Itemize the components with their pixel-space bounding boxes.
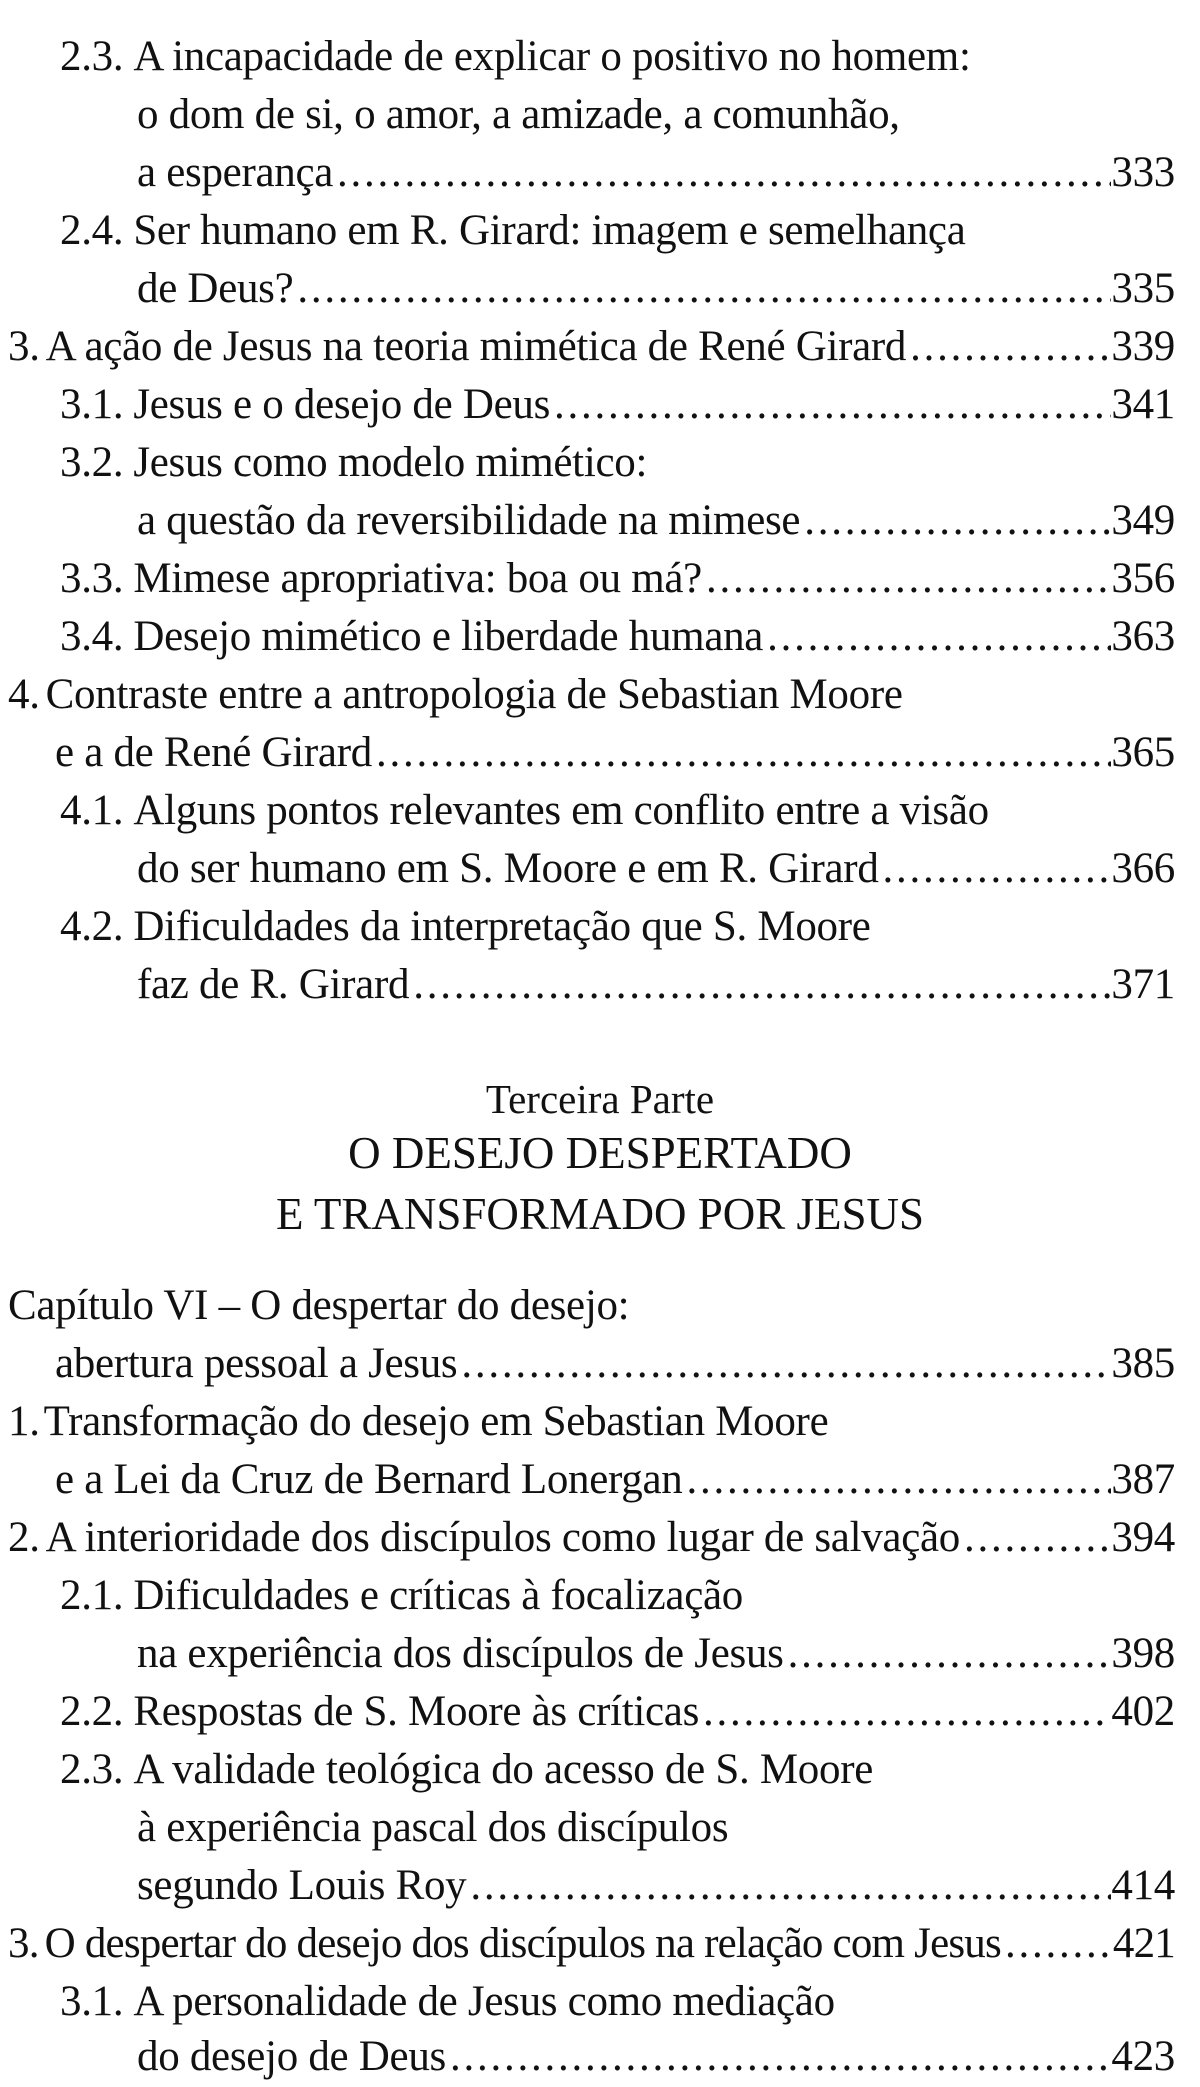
toc-entry-3-1b-line-2 [137,2028,1175,2086]
entry-title-cont: a questão da reversibilidade na mimese [137,497,801,544]
page-number: 423 [1111,2033,1175,2080]
toc-entry-2-3-line-2 [137,86,1175,144]
entry-title: Respostas de S. Moore às críticas [133,1688,700,1735]
entry-number: 2. [8,1514,40,1561]
page-number: 341 [1111,381,1175,428]
entry-title: A personalidade de Jesus como mediação [133,1978,835,2025]
page-number: 333 [1111,149,1175,196]
entry-title-cont: faz de R. Girard [137,961,410,1008]
entry-number: 3.3. [60,555,124,602]
page-number: 363 [1111,613,1175,660]
entry-title: Transformação do desejo em Sebastian Moore [43,1398,829,1445]
dot-leader [960,1509,1111,1567]
toc-entry-2-3b-line-3 [137,1857,1175,1915]
dot-leader [763,608,1111,666]
page-number: 385 [1111,1340,1175,1387]
entry-title: Contraste entre a antropologia de Sebastian Moore [45,671,903,718]
toc-entry-2-1-line-1 [60,1567,1175,1625]
dot-leader [446,2028,1111,2086]
dot-leader [1001,1915,1111,1973]
entry-title-cont: e a de René Girard [55,729,372,776]
entry-number: 2.3. [60,33,124,80]
page-number: 335 [1111,265,1175,312]
page-number: 366 [1111,845,1175,892]
entry-number: 1. [8,1398,40,1445]
toc-entry-3-1b-line-1 [60,1973,1175,2031]
entry-title: A validade teológica do acesso de S. Moore [133,1746,874,1793]
entry-number: 2.4. [60,207,124,254]
toc-entry-2-3b-line-2 [137,1799,1175,1857]
entry-title: Ser humano em R. Girard: imagem e semelhança [133,207,966,254]
toc-entry-3-2-line-2 [137,492,1175,550]
toc-entry-2-4-line-2 [137,260,1175,318]
entry-title-cont: de Deus? [137,265,294,312]
toc-entry-1-line-2 [55,1451,1175,1509]
dot-leader [333,144,1111,202]
toc-entry-2-1-line-2 [137,1625,1175,1683]
entry-title-cont: do desejo de Deus [137,2033,446,2080]
toc-chapter-vi-line-2 [55,1335,1175,1393]
entry-title: Mimese apropriativa: boa ou má? [133,555,702,602]
toc-entry-3-4 [60,608,1175,666]
page-number: 387 [1111,1456,1175,1503]
entry-title: Alguns pontos relevantes em conflito entre a visão [133,787,989,834]
page-number: 349 [1111,497,1175,544]
entry-number: 3.1. [60,381,124,428]
entry-title: Jesus como modelo mimético: [133,439,648,486]
chapter-title-cont: abertura pessoal a Jesus [55,1340,458,1387]
toc-entry-1-line-1 [8,1393,1175,1451]
page-number: 398 [1111,1630,1175,1677]
entry-title: O despertar do desejo dos discípulos na relação com Jesus [44,1920,1001,1967]
toc-entry-3 [8,318,1175,376]
toc-entry-2-2 [60,1683,1175,1741]
toc-entry-3-1 [60,376,1175,434]
entry-title: Desejo mimético e liberdade humana [133,613,764,660]
chapter-title: Capítulo VI – O despertar do desejo: [8,1282,630,1329]
entry-number: 3. [8,1920,39,1967]
toc-entry-3-2-line-1 [60,434,1175,492]
dot-leader [550,376,1111,434]
dot-leader [906,318,1111,376]
dot-leader [702,550,1111,608]
entry-title: A ação de Jesus na teoria mimética de René Girard [45,323,907,370]
toc-entry-4-line-1 [8,666,1175,724]
entry-number: 4. [8,671,40,718]
dot-leader [409,956,1111,1014]
entry-number: 4.2. [60,903,124,950]
entry-title-cont: o dom de si, o amor, a amizade, a comunhão, [137,91,900,138]
dot-leader [457,1335,1111,1393]
dot-leader [682,1451,1111,1509]
toc-entry-2-4-line-1 [60,202,1175,260]
entry-number: 2.1. [60,1572,124,1619]
entry-title: Dificuldades da interpretação que S. Moore [133,903,871,950]
page-number: 394 [1111,1514,1175,1561]
toc-entry-2-3b-line-1 [60,1741,1175,1799]
page-number: 414 [1111,1862,1175,1909]
toc-entry-4-2-line-1 [60,898,1175,956]
entry-title-cont: a esperança [137,149,334,196]
entry-title: A interioridade dos discípulos como lugar de salvação [45,1514,960,1561]
entry-title-cont: à experiência pascal dos discípulos [137,1804,729,1851]
entry-title-cont: e a Lei da Cruz de Bernard Lonergan [55,1456,683,1503]
entry-number: 2.3. [60,1746,124,1793]
entry-title: Dificuldades e críticas à focalização [133,1572,743,1619]
dot-leader [466,1857,1111,1915]
entry-title: A incapacidade de explicar o positivo no homem: [133,33,971,80]
dot-leader [293,260,1111,318]
toc-entry-4-1-line-1 [60,782,1175,840]
part-title-line-1: O DESEJO DESPERTADO [348,1128,852,1178]
toc-entry-2 [8,1509,1175,1567]
entry-number: 3. [8,323,40,370]
toc-entry-3b [8,1915,1175,1973]
dot-leader [699,1683,1111,1741]
part-label: Terceira Parte [485,1076,715,1122]
page-number: 421 [1112,1920,1175,1967]
entry-number: 2.2. [60,1688,124,1735]
toc-entry-4-line-2 [55,724,1175,782]
dot-leader [879,840,1111,898]
dot-leader [372,724,1111,782]
entry-number: 3.4. [60,613,124,660]
dot-leader [800,492,1111,550]
entry-number: 3.2. [60,439,124,486]
page-number: 371 [1111,961,1175,1008]
entry-title-cont: segundo Louis Roy [137,1862,467,1909]
entry-number: 4.1. [60,787,124,834]
toc-chapter-vi-line-1 [8,1277,1175,1335]
toc-entry-4-2-line-2 [137,956,1175,1014]
part-title-line-2: E TRANSFORMADO POR JESUS [275,1189,925,1239]
toc-entry-3-3 [60,550,1175,608]
entry-number: 3.1. [60,1978,124,2025]
page-number: 365 [1111,729,1175,776]
entry-title: Jesus e o desejo de Deus [133,381,551,428]
page-number: 356 [1111,555,1175,602]
entry-title-cont: na experiência dos discípulos de Jesus [137,1630,784,1677]
toc-entry-4-1-line-2 [137,840,1175,898]
page-number: 339 [1111,323,1175,370]
toc-entry-2-3-line-1 [60,28,1175,86]
entry-title-cont: do ser humano em S. Moore e em R. Girard [137,845,879,892]
page-number: 402 [1111,1688,1175,1735]
dot-leader [784,1625,1111,1683]
toc-entry-2-3-line-3 [137,144,1175,202]
